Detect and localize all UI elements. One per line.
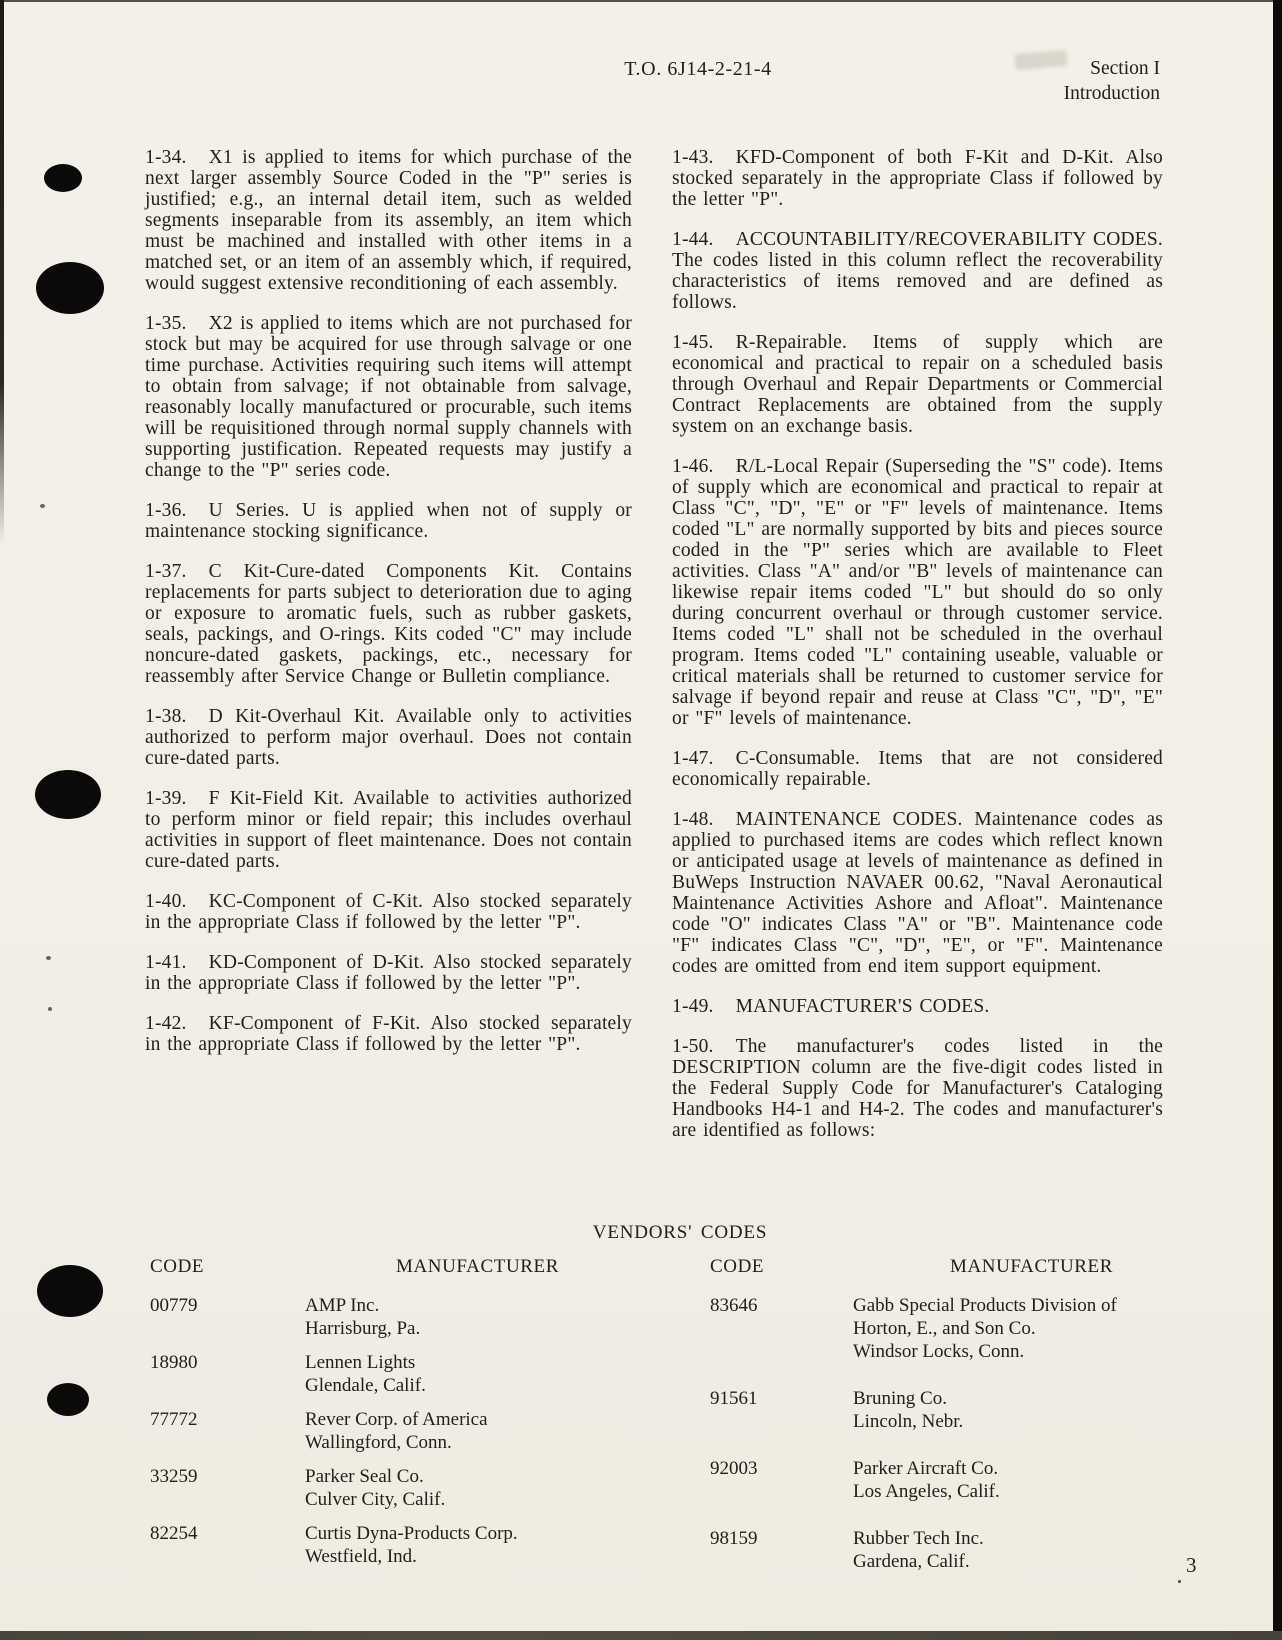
paragraph-number: 1-34.: [145, 147, 187, 168]
vendors-table-header: [710, 1256, 1210, 1278]
vendor-row: [150, 1294, 650, 1340]
paragraph-1-47: [672, 748, 1163, 790]
vendor-row: [710, 1457, 1210, 1503]
scan-speck: [48, 1007, 52, 1011]
paragraph-text: MANUFACTURER'S CODES.: [735, 996, 990, 1017]
vendor-manufacturer-line: Lincoln, Nebr.: [853, 1411, 964, 1432]
vendors-rows: [150, 1294, 650, 1568]
paragraph-1-41: [145, 952, 632, 994]
scan-edge-bottom: [0, 1631, 1282, 1640]
paragraph-1-37: [145, 561, 632, 687]
vendor-code: 18980: [150, 1352, 198, 1373]
paragraph-number: 1-45.: [672, 332, 714, 353]
paragraph-number: 1-35.: [145, 313, 187, 334]
vendor-manufacturer: [305, 1294, 650, 1340]
vendor-code: 98159: [710, 1528, 758, 1549]
scan-edge-right: [1273, 0, 1282, 1640]
paragraph-number: 1-41.: [145, 952, 187, 973]
vendor-manufacturer-line: Rever Corp. of America: [305, 1409, 488, 1430]
vendor-code: 83646: [710, 1295, 758, 1316]
paragraph-text: The manufacturer's codes listed in the DESCRIPTION column are the five-digit codes listed in the Federal Supply Code for Manufacturer's Cataloging Handbooks H4-1 and H4-2. The codes and manufacturer's are identified as follows:: [672, 1036, 1163, 1141]
vendor-manufacturer-line: Rubber Tech Inc.: [853, 1528, 984, 1549]
binder-hole-mark: [44, 164, 82, 192]
paragraph-1-40: [145, 891, 632, 933]
vendor-row: [150, 1408, 650, 1454]
vendor-code: 00779: [150, 1295, 198, 1316]
paragraph-text: C Kit-Cure-dated Components Kit. Contains replacements for parts subject to deterioration due to aging or exposure to aromatic fuels, such as rubber gaskets, seals, packings, and O-rings. Kits coded "C" may include noncure-dated gaskets, packings, etc., necessary for reassembly after Service Change or Bulletin compliance.: [145, 561, 632, 687]
vendor-manufacturer: [305, 1522, 650, 1568]
vendors-rows: [710, 1294, 1210, 1573]
code-column-header: CODE: [150, 1256, 205, 1277]
vendor-manufacturer-line: Bruning Co.: [853, 1388, 947, 1409]
vendor-manufacturer-line: AMP Inc.: [305, 1295, 380, 1316]
vendor-manufacturer: [853, 1294, 1210, 1363]
section-label: Section I: [1090, 58, 1160, 79]
paragraph-number: 1-50.: [672, 1036, 714, 1057]
vendor-manufacturer-line: Wallingford, Conn.: [305, 1432, 452, 1453]
scan-speck: [40, 504, 45, 508]
paragraph-text: MAINTENANCE CODES. Maintenance codes as applied to purchased items are codes which reflect known or anticipated usage at levels of maintenance as defined in BuWeps Instruction NAVAER 00.62, "Naval Aeronautical Maintenance Activities Ashore and Afloat". Maintenance code "O" indicates Class "A" or "B". Maintenance code "F" indicates Class "C", "D", "E", or "F". Maintenance codes are omitted from end item support equipment.: [672, 809, 1163, 977]
binder-hole-mark: [35, 770, 101, 819]
paragraph-1-50: [672, 1036, 1163, 1141]
paragraph-text: R-Repairable. Items of supply which are economical and practical to repair on a scheduled basis through Overhaul and Repair Departments or Commercial Contract Replacements are obtained from the supply system on an exchange basis.: [672, 332, 1163, 437]
paragraph-1-43: [672, 147, 1163, 210]
paragraph-text: KC-Component of C-Kit. Also stocked separately in the appropriate Class if followed by the letter "P".: [145, 891, 632, 933]
vendor-code: 77772: [150, 1409, 198, 1430]
paragraph-1-44: [672, 229, 1163, 313]
paragraph-text: R/L-Local Repair (Superseding the "S" code). Items of supply which are economical and practical to repair at Class "C", "D", "E" or "F" levels of maintenance. Items coded "L" are normally supported by bits and pieces source coded in the "P" series which are available to Fleet activities. Class "A" and/or "B" levels of maintenance can likewise repair items coded "L" but should do so only during concurrent overhaul or through customer service. Items coded "L" shall not be scheduled in the overhaul program. Items coded "L" containing useable, valuable or critical materials shall be returned to customer service for salvage if beyond repair and reuse at Class "C", "D", "E" or "F" levels of maintenance.: [672, 456, 1163, 729]
binder-hole-mark: [47, 1383, 89, 1416]
vendors-table-left: [150, 1256, 650, 1579]
paragraph-1-39: [145, 788, 632, 872]
vendor-manufacturer-line: Culver City, Calif.: [305, 1489, 446, 1510]
vendor-manufacturer-line: Gabb Special Products Division of: [853, 1295, 1117, 1316]
paragraph-number: 1-39.: [145, 788, 187, 809]
vendor-manufacturer: [853, 1387, 1210, 1433]
vendor-manufacturer-line: Parker Seal Co.: [305, 1466, 424, 1487]
vendors-table-right: [710, 1256, 1210, 1597]
paragraph-number: 1-46.: [672, 456, 714, 477]
vendor-row: [150, 1522, 650, 1568]
vendor-code: 82254: [150, 1523, 198, 1544]
vendor-manufacturer: [305, 1351, 650, 1397]
paragraph-text: KF-Component of F-Kit. Also stocked separately in the appropriate Class if followed by the letter "P".: [145, 1013, 632, 1055]
manufacturer-column-header: MANUFACTURER: [395, 1256, 560, 1277]
vendor-manufacturer-line: Windsor Locks, Conn.: [853, 1341, 1025, 1362]
paragraph-1-42: [145, 1013, 632, 1055]
paragraph-number: 1-44.: [672, 229, 714, 250]
paragraph-number: 1-49.: [672, 996, 714, 1017]
section-header: [1064, 56, 1160, 106]
section-subtitle: Introduction: [1063, 83, 1160, 104]
vendor-manufacturer-line: Curtis Dyna-Products Corp.: [305, 1523, 518, 1544]
paragraph-text: D Kit-Overhaul Kit. Available only to activities authorized to perform major overhaul. Does not contain cure-dated parts.: [145, 706, 632, 769]
vendor-manufacturer-line: Parker Aircraft Co.: [853, 1458, 999, 1479]
paragraph-number: 1-38.: [145, 706, 187, 727]
paragraph-text: C-Consumable. Items that are not considered economically repairable.: [672, 748, 1163, 790]
scan-speck: [46, 956, 51, 960]
vendors-table-header: [150, 1256, 650, 1278]
manufacturer-column-header: MANUFACTURER: [949, 1256, 1114, 1277]
vendor-row: [150, 1465, 650, 1511]
binder-hole-mark: [36, 262, 104, 314]
vendor-manufacturer: [305, 1408, 650, 1454]
paragraph-text: X1 is applied to items for which purchase of the next larger assembly Source Coded in the "P" series is justified; e.g., an internal detail item, such as welded segments inseparable from its assembly, an item which must be machined and installed with other items in a matched set, or an item of an assembly which, if required, would suggest extensive reconditioning of each assembly.: [145, 147, 632, 294]
paragraph-1-34: [145, 147, 632, 294]
paragraph-1-48: [672, 809, 1163, 977]
vendors-codes-title: VENDORS' CODES: [592, 1222, 768, 1243]
vendor-manufacturer-line: Glendale, Calif.: [305, 1375, 426, 1396]
paragraph-1-49: [672, 996, 1163, 1017]
paragraph-text: KFD-Component of both F-Kit and D-Kit. Also stocked separately in the appropriate Class if followed by the letter "P".: [672, 147, 1163, 210]
to-number-header: T.O. 6J14-2-21-4: [624, 58, 772, 80]
vendor-row: [150, 1351, 650, 1397]
paragraph-1-38: [145, 706, 632, 769]
vendor-row: [710, 1527, 1210, 1573]
paragraph-number: 1-40.: [145, 891, 187, 912]
paragraph-1-36: [145, 500, 632, 542]
paragraph-text: ACCOUNTABILITY/RECOVERABILITY CODES. The codes listed in this column reflect the recoverability characteristics of items removed and are defined as follows.: [672, 229, 1163, 313]
paragraph-text: KD-Component of D-Kit. Also stocked separately in the appropriate Class if followed by the letter "P".: [145, 952, 632, 994]
right-column: [672, 147, 1163, 1160]
paragraph-number: 1-36.: [145, 500, 187, 521]
vendor-manufacturer: [853, 1457, 1210, 1503]
scan-edge-top: [0, 0, 1282, 2]
left-column: [145, 147, 632, 1074]
vendor-manufacturer-line: Harrisburg, Pa.: [305, 1318, 421, 1339]
vendor-row: [710, 1387, 1210, 1433]
vendor-manufacturer-line: Los Angeles, Calif.: [853, 1481, 1000, 1502]
paragraph-number: 1-43.: [672, 147, 714, 168]
paragraph-1-45: [672, 332, 1163, 437]
code-column-header: CODE: [710, 1256, 765, 1277]
vendor-code: 91561: [710, 1388, 758, 1409]
paragraph-number: 1-47.: [672, 748, 714, 769]
paragraph-text: U Series. U is applied when not of supply or maintenance stocking significance.: [145, 500, 632, 542]
scan-edge-left: [0, 0, 4, 545]
vendor-manufacturer-line: Westfield, Ind.: [305, 1546, 417, 1567]
vendor-row: [710, 1294, 1210, 1363]
paragraph-number: 1-37.: [145, 561, 187, 582]
paragraph-text: X2 is applied to items which are not purchased for stock but may be acquired for use through salvage or one time purchase. Activities requiring such items will attempt to obtain from salvage; if not obtainable from salvage, reasonably locally manufactured or procurable, such items will be requisitioned through normal supply channels with supporting justification. Repeated requests may justify a change to the "P" series code.: [145, 313, 632, 481]
paragraph-number: 1-42.: [145, 1013, 187, 1034]
paragraph-1-35: [145, 313, 632, 481]
vendor-code: 33259: [150, 1466, 198, 1487]
vendor-manufacturer-line: Lennen Lights: [305, 1352, 416, 1373]
vendor-code: 92003: [710, 1458, 758, 1479]
vendor-manufacturer-line: Horton, E., and Son Co.: [853, 1318, 1036, 1339]
page-number: 3: [1186, 1553, 1197, 1577]
vendor-manufacturer: [853, 1527, 1210, 1573]
paragraph-number: 1-48.: [672, 809, 714, 830]
vendor-manufacturer: [305, 1465, 650, 1511]
vendor-manufacturer-line: Gardena, Calif.: [853, 1551, 970, 1572]
paragraph-1-46: [672, 456, 1163, 729]
binder-hole-mark: [37, 1265, 103, 1317]
paragraph-text: F Kit-Field Kit. Available to activities authorized to perform minor or field repair; this includes overhaul activities in support of fleet maintenance. Does not contain cure-dated parts.: [145, 788, 632, 872]
